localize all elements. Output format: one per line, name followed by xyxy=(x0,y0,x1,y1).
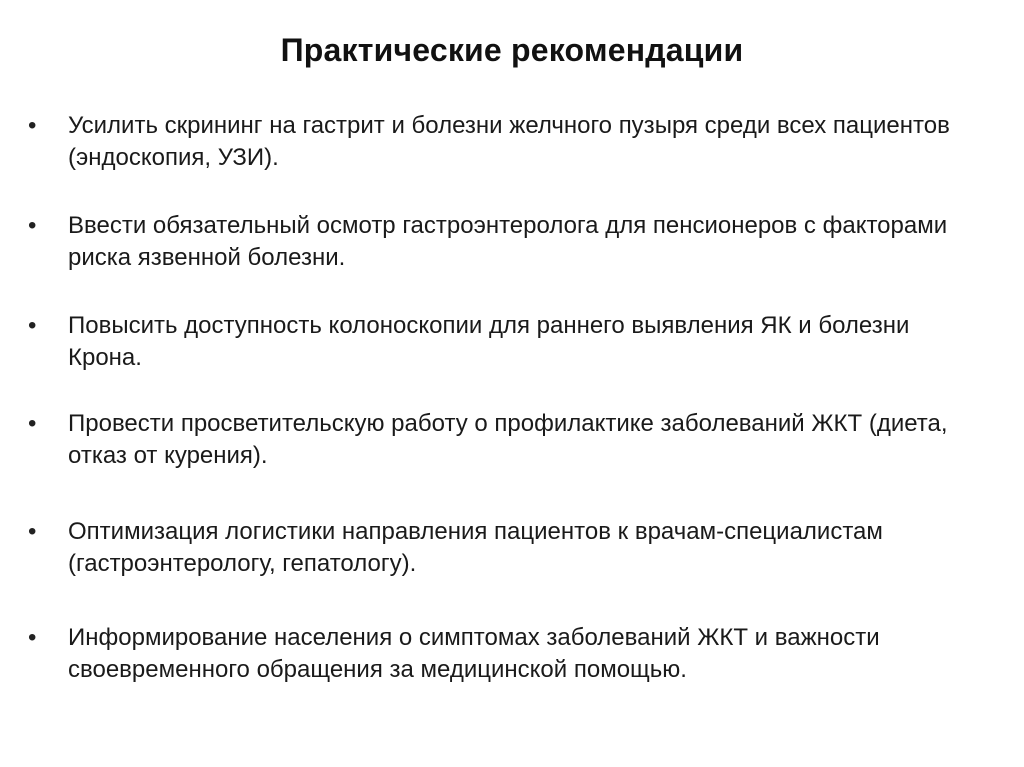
bullet-icon: • xyxy=(28,410,37,437)
bullet-icon: • xyxy=(28,112,37,139)
slide-title: Практические рекомендации xyxy=(280,32,744,68)
list-item-text: Оптимизация логистики направления пациентов к врачам-специалистам (гастроэнтерологу, гепатологу). xyxy=(68,518,883,577)
list-item-text: Информирование населения о симптомах заболеваний ЖКТ и важности своевременного обращения за медицинской помощью. xyxy=(68,624,880,683)
list-item-text: Ввести обязательный осмотр гастроэнтеролога для пенсионеров с факторами риска язвенной болезни. xyxy=(68,212,948,271)
bullet-icon: • xyxy=(28,312,37,339)
list-item-text: Повысить доступность колоноскопии для раннего выявления ЯК и болезни Крона. xyxy=(68,312,910,371)
bullet-icon: • xyxy=(28,518,37,545)
bullet-icon: • xyxy=(28,212,37,239)
bullet-icon: • xyxy=(28,624,37,651)
list-item-text: Усилить скрининг на гастрит и болезни желчного пузыря среди всех пациентов (эндоскопия, УЗИ). xyxy=(68,112,950,171)
list-item-text: Провести просветительскую работу о профилактике заболеваний ЖКТ (диета, отказ от курения). xyxy=(68,410,948,469)
